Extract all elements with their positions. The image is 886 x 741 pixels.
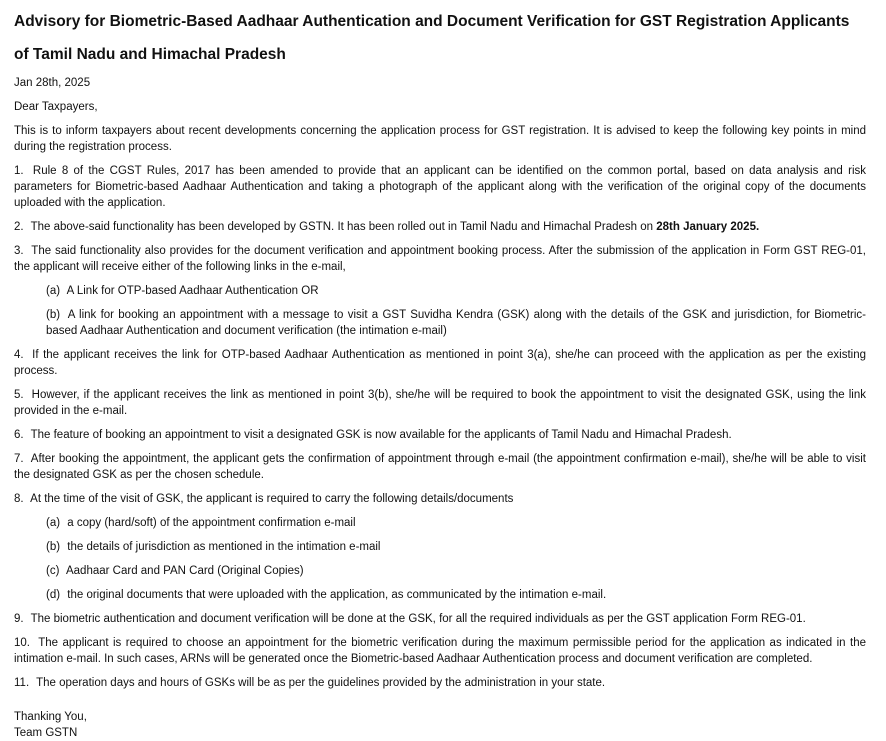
- subpoint-label: (b): [46, 541, 61, 553]
- subpoint-label: (a): [46, 517, 61, 529]
- point-text: Rule 8 of the CGST Rules, 2017 has been amended to provide that an applicant can be identified on the common portal, based on data analysis and risk parameters for Biometric-based Aadhaar Authentication and taking a photograph of the applicant along with the verification of the original copy of the documents uploaded with the application.: [14, 165, 866, 209]
- closing-thanks: Thanking You,: [14, 711, 87, 723]
- point-text: At the time of the visit of GSK, the applicant is required to carry the following details/documents: [30, 493, 514, 505]
- point-number: 6.: [14, 429, 24, 441]
- point-text: The biometric authentication and document verification will be done at the GSK, for all the required individuals as per the GST application Form REG-01.: [30, 613, 806, 625]
- advisory-page: [0, 5, 886, 741]
- point-3b: [14, 307, 866, 339]
- point-number: 2.: [14, 221, 24, 233]
- point-11: [14, 675, 866, 691]
- point-text: The operation days and hours of GSKs will be as per the guidelines provided by the administration in your state.: [36, 677, 606, 689]
- point-number: 11.: [14, 677, 30, 689]
- point-number: 4.: [14, 349, 24, 361]
- page-title: Advisory for Biometric-Based Aadhaar Authentication and Document Verification for GST Registration Applicants of Tamil Nadu and Himachal Pradesh: [14, 13, 850, 63]
- point-number: 8.: [14, 493, 24, 505]
- rollout-date: 28th January 2025.: [656, 221, 760, 233]
- point-text: The applicant is required to choose an appointment for the biometric verification during the maximum permissible period for the application as indicated in the intimation e-mail. In such cases, ARNs will be generated once the Biometric-based Aadhaar Authentication process and document verification are completed.: [14, 637, 866, 665]
- point-8b: [14, 539, 866, 555]
- point-1: [14, 163, 866, 211]
- intro-paragraph: This is to inform taxpayers about recent developments concerning the application process for GST registration. It is advised to keep the following key points in mind during the registration process.: [14, 125, 866, 153]
- point-number: 9.: [14, 613, 24, 625]
- point-text: The said functionality also provides for the document verification and appointment booking process. After the submission of the application in Form GST REG-01, the applicant will receive either of the following links in the e-mail,: [14, 245, 866, 273]
- subpoint-text: A Link for OTP-based Aadhaar Authentication OR: [66, 285, 319, 297]
- point-number: 1.: [14, 165, 24, 177]
- point-number: 7.: [14, 453, 24, 465]
- point-3a: [14, 283, 866, 299]
- subpoint-text: the original documents that were uploaded with the application, as communicated by the intimation e-mail.: [67, 589, 607, 601]
- point-text: After booking the appointment, the applicant gets the confirmation of appointment through e-mail (the appointment confirmation e-mail), she/he will be able to visit the designated GSK as per the chosen schedule.: [14, 453, 866, 481]
- point-8: [14, 491, 866, 507]
- publish-date: Jan 28th, 2025: [14, 77, 91, 89]
- point-2: [14, 219, 866, 235]
- closing-block: [14, 709, 866, 741]
- point-10: [14, 635, 866, 667]
- subpoint-label: (a): [46, 285, 61, 297]
- salutation: Dear Taxpayers,: [14, 101, 98, 113]
- subpoint-text: A link for booking an appointment with a message to visit a GST Suvidha Kendra (GSK) along with the details of the GSK and jurisdiction, for Biometric-based Aadhaar Authentication and document verification (the intimation e-mail): [46, 309, 867, 337]
- subpoint-text: the details of jurisdiction as mentioned in the intimation e-mail: [67, 541, 381, 553]
- point-text: If the applicant receives the link for OTP-based Aadhaar Authentication as mentioned in point 3(a), she/he can proceed with the application as per the existing process.: [14, 349, 866, 377]
- point-6: [14, 427, 866, 443]
- point-text: The feature of booking an appointment to visit a designated GSK is now available for the applicants of Tamil Nadu and Himachal Pradesh.: [30, 429, 732, 441]
- point-number: 5.: [14, 389, 24, 401]
- point-number: 10.: [14, 637, 30, 649]
- point-8a: [14, 515, 866, 531]
- point-text: However, if the applicant receives the link as mentioned in point 3(b), she/he will be required to book the appointment to visit the designated GSK, using the link provided in the e-mail.: [14, 389, 866, 417]
- point-5: [14, 387, 866, 419]
- point-3: [14, 243, 866, 275]
- point-text: The above-said functionality has been developed by GSTN. It has been rolled out in Tamil Nadu and Himachal Pradesh on: [30, 221, 657, 233]
- closing-signature: Team GSTN: [14, 727, 78, 739]
- subpoint-text: Aadhaar Card and PAN Card (Original Copies): [65, 565, 304, 577]
- point-9: [14, 611, 866, 627]
- point-8d: [14, 587, 866, 603]
- point-number: 3.: [14, 245, 24, 257]
- subpoint-label: (c): [46, 565, 60, 577]
- point-4: [14, 347, 866, 379]
- subpoint-label: (b): [46, 309, 61, 321]
- subpoint-text: a copy (hard/soft) of the appointment confirmation e-mail: [67, 517, 356, 529]
- subpoint-label: (d): [46, 589, 61, 601]
- point-8c: [14, 563, 866, 579]
- point-7: [14, 451, 866, 483]
